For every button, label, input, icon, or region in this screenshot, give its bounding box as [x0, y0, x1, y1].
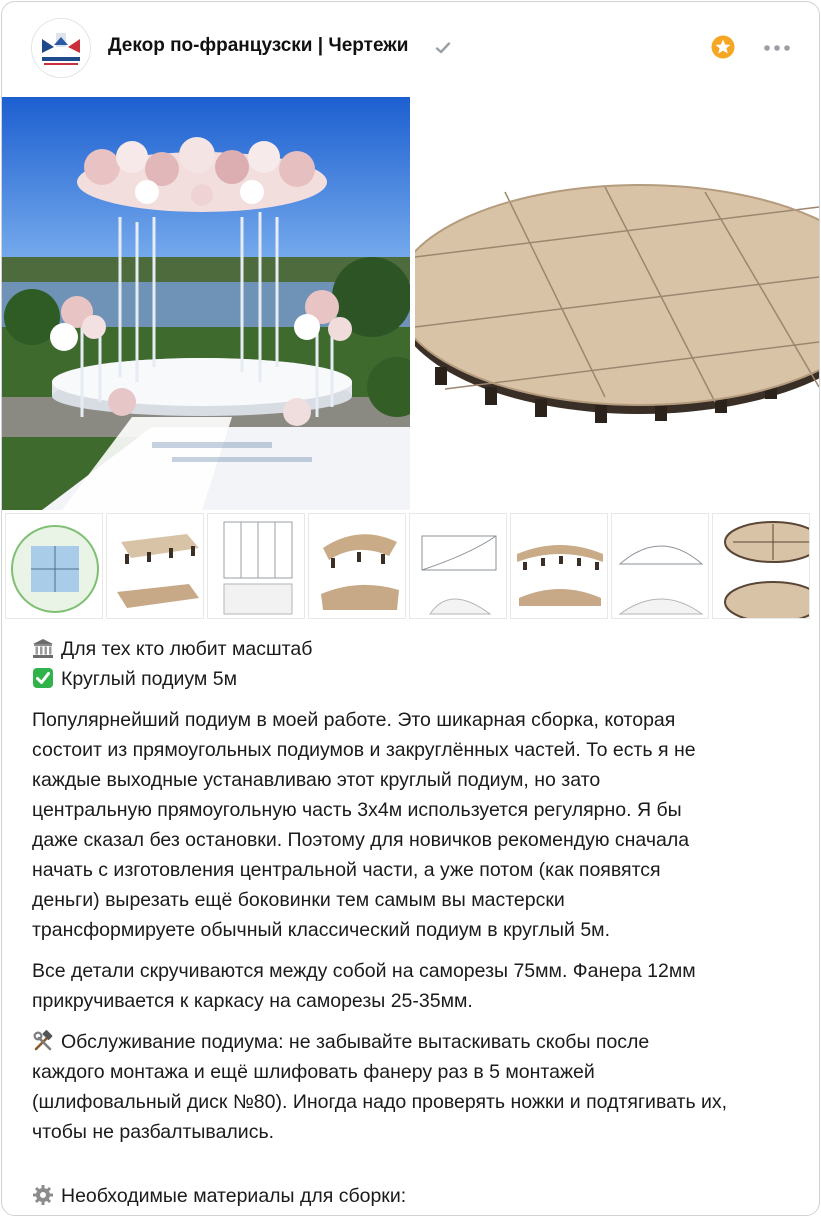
heading-text-2: Круглый подиум 5м [61, 668, 237, 690]
paragraph-3-line [32, 1027, 802, 1057]
render-round-podium[interactable] [415, 97, 819, 510]
thumbnail-2[interactable] [106, 513, 204, 619]
thumbnail-1[interactable] [5, 513, 103, 619]
paragraph-1-line: трансформируете обычный классический подиум в круглый 5м. [32, 919, 610, 941]
star-badge-icon[interactable] [711, 35, 735, 59]
check-mark-button-icon [32, 667, 54, 689]
thumbnail-7[interactable] [611, 513, 709, 619]
paragraph-1-line: каждые выходные устанавливаю этот круглый подиум, но зато [32, 769, 601, 791]
paragraph-2-line: Все детали скручиваются между собой на саморезы 75мм. Фанера 12мм [32, 960, 696, 982]
more-dots-icon[interactable] [762, 38, 792, 58]
thumbnail-6[interactable] [510, 513, 608, 619]
paragraph-1 [32, 705, 802, 945]
paragraph-3-line: чтобы не разбалтывались. [32, 1121, 275, 1143]
paragraph-1-line: даже сказал без остановки. Поэтому для новичков рекомендую сначала [32, 829, 690, 851]
photo-round-podium-outdoor[interactable] [2, 97, 410, 510]
paragraph-4-line [32, 1181, 802, 1211]
paragraph-3-line: каждого монтажа и ещё шлифовать фанеру раз в 5 монтажей [32, 1061, 595, 1083]
post-card [1, 1, 820, 1216]
paragraph-2 [32, 956, 802, 1016]
hammer-and-wrench-icon [32, 1030, 54, 1052]
paragraph-3 [32, 1027, 802, 1147]
render-image [415, 97, 819, 510]
classical-building-icon [32, 637, 54, 659]
heading-text-1: Для тех кто любит масштаб [61, 638, 313, 660]
paragraph-3-text: Обслуживание подиума: не забывайте вытаскивать скобы после [61, 1031, 650, 1053]
photo-image [2, 97, 410, 510]
paragraph-3-line: (шлифовальный диск №80). Иногда надо проверять ножки и подтягивать их, [32, 1091, 728, 1113]
paragraph-1-line: Популярнейший подиум в моей работе. Это шикарная сборка, которая [32, 709, 676, 731]
paragraph-2-line: прикручивается к каркасу на саморезы 25-35мм. [32, 990, 473, 1012]
post-header [2, 2, 819, 96]
paragraph-1-line: центральную прямоугольную часть 3х4м используется регулярно. Я бы [32, 799, 682, 821]
thumbnail-8[interactable] [712, 513, 810, 619]
paragraph-1-line: деньги) вырезать ещё боковинки тем самым вы мастерски [32, 889, 565, 911]
avatar[interactable] [31, 18, 91, 78]
paragraph-4-text: Необходимые материалы для сборки: [61, 1185, 407, 1207]
avatar-logo [32, 19, 90, 77]
paragraph-4 [32, 1181, 802, 1211]
heading-line-1 [32, 634, 802, 664]
thumbnail-5[interactable] [409, 513, 507, 619]
verified-check-icon [434, 39, 452, 57]
post-text [32, 634, 802, 1211]
channel-title[interactable]: Декор по-французски | Чертежи [108, 35, 409, 56]
thumbnail-4[interactable] [308, 513, 406, 619]
heading-line-2 [32, 664, 802, 694]
paragraph-1-line: состоит из прямоугольных подиумов и закруглённых частей. То есть я не [32, 739, 696, 761]
gear-icon [32, 1184, 54, 1206]
thumbnail-3[interactable] [207, 513, 305, 619]
paragraph-1-line: начать с изготовления центральной части, а уже потом (как появятся [32, 859, 661, 881]
thumbnail-strip [2, 513, 819, 620]
